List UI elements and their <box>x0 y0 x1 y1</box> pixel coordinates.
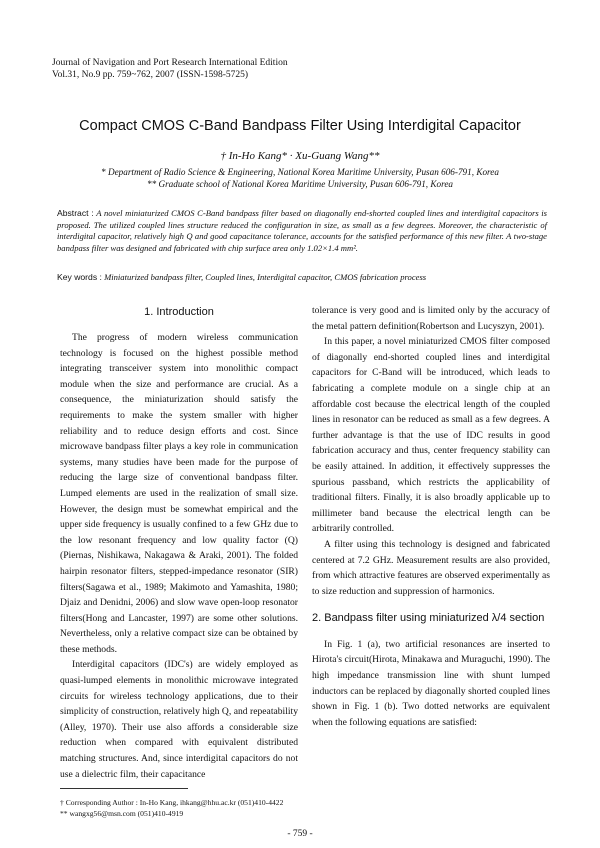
footnotes <box>60 797 283 819</box>
page-number: - 759 - <box>287 829 313 839</box>
section-2-paragraph: In Fig. 1 (a), two artificial resonances are inserted to Hirota's circuit(Hirota, Minakawa and Muraguchi, 1990). The high impedance transmission line with shunt lumped inductors can be replaced by diagonally shorted coupled lines shown in Fig. 1 (b). Two dotted networks are equivalent when the following equations are satisfied: <box>312 638 550 728</box>
authors: † In-Ho Kang* · Xu-Guang Wang** <box>220 150 380 162</box>
affiliation-2: ** Graduate school of National Korea Maritime University, Pusan 606-791, Korea <box>146 178 454 189</box>
column-right <box>312 303 550 730</box>
journal-volume: Vol.31, No.9 pp. 759~762, 2007 (ISSN-1598-5725) <box>52 70 249 80</box>
journal-header <box>52 57 288 81</box>
keywords-text: Miniaturized bandpass filter, Coupled lines, Interdigital capacitor, CMOS fabrication process <box>104 272 427 282</box>
column-left <box>60 330 298 782</box>
abstract-text: A novel miniaturized CMOS C-Band bandpass filter based on diagonally end-shorted coupled lines and interdigital capacitors is proposed. The utilized coupled lines structure reduced the configuration in size, as small as a few degrees. Moreover, the characteristic of interdigital capacitor, relatively high Q and good capacitance tolerance, accounts for the satisfied performance of this new filter. A two-stage bandpass filter was designed and fabricated with chip surface area only 1.02×1.4 mm². <box>57 208 547 253</box>
intro-paragraph-3: In this paper, a novel miniaturized CMOS filter composed of diagonally end-shorted coupled lines and interdigital capacitors for C-Band will be introduced, which leads to fabricating a complete module on a single chip at an affordable cost because the electrical length of the coupled lines in resonator can be reduced as small as a few degrees. A further advantage is that the use of IDC results in good fabrication accuracy and thus, center frequency stability can be easily attained. In addition, it effectively suppresses the spurious passband, which restricts the applicability of traditional filters. Finally, it is also broadly applicable up to millimeter band because the electrical length can be arbitrarily controlled. <box>312 336 550 535</box>
paper-title: Compact CMOS C-Band Bandpass Filter Using Interdigital Capacitor <box>79 118 521 134</box>
abstract <box>57 208 547 254</box>
abstract-label: Abstract : <box>57 208 94 218</box>
intro-paragraph-1: The progress of modern wireless communication technology is focused on the highest possible method integrating transceiver system into monolithic compact module when the size and performance are crucial. As a consequence, the miniaturization should satisfy the requirements to make the system smaller with higher reliability and to reduce design efforts and cost. Since microwave bandpass filter plays a key role in communication systems, many studies have been made for the purpose of reducing the large size of conventional bandpass filter. Lumped elements are used in the realization of small size. However, the design must be somewhat empirical and the upper side frequency is usually confined to a few GHz due to the low resonant frequency and low quality factor (Q)(Piernas, Nishikawa, Nakagawa & Araki, 2001). The folded hairpin resonator filters, stepped-impedance resonator (SIR) filters(Sagawa et al., 1989; Makimoto and Yamashita, 1980; Djaiz and Denidni, 2006) and slow wave open-loop resonator filters(Hong and Lancaster, 1997) are some other solutions. Nevertheless, only a relative compact size can be obtained by these methods. <box>60 332 298 655</box>
keywords <box>57 272 547 282</box>
intro-paragraph-4: A filter using this technology is designed and fabricated centered at 7.2 GHz. Measurement results are also provided, from which attractive features are observed experimentally as to size reduction and suppression of harmonics. <box>312 538 550 597</box>
section-2-heading: 2. Bandpass filter using miniaturized λ/4 section <box>312 612 545 625</box>
affiliation-1: * Department of Radio Science & Engineering, National Korea Maritime University, Pusan 606-791, Korea <box>101 167 499 177</box>
section-1-heading: 1. Introduction <box>144 306 214 318</box>
footnote-email: ** wangxg56@msn.com (051)410-4919 <box>60 809 184 818</box>
intro-paragraph-2: Interdigital capacitors (IDC's) are widely employed as quasi-lumped elements in monolithic microwave integrated circuits for wireless technology applications, due to their simplicity of construction, relatively high Q, and repeatability (Alley, 1970). Their use also affords a considerable size reduction when compared with equivalent distributed matching structures. And, since interdigital capacitors do not use a dielectric film, their capacitance <box>60 659 298 780</box>
affiliations <box>0 167 600 190</box>
intro-continuation: tolerance is very good and is limited only by the accuracy of the metal pattern definition(Robertson and Lucyszyn, 2001). <box>312 305 550 332</box>
journal-name: Journal of Navigation and Port Research International Edition <box>52 58 288 68</box>
footnote-corresponding-author: † Corresponding Author : In-Ho Kang, ihkang@hhu.ac.kr (051)410-4422 <box>60 798 284 807</box>
footnote-divider <box>60 788 188 789</box>
keywords-label: Key words : <box>57 272 102 282</box>
